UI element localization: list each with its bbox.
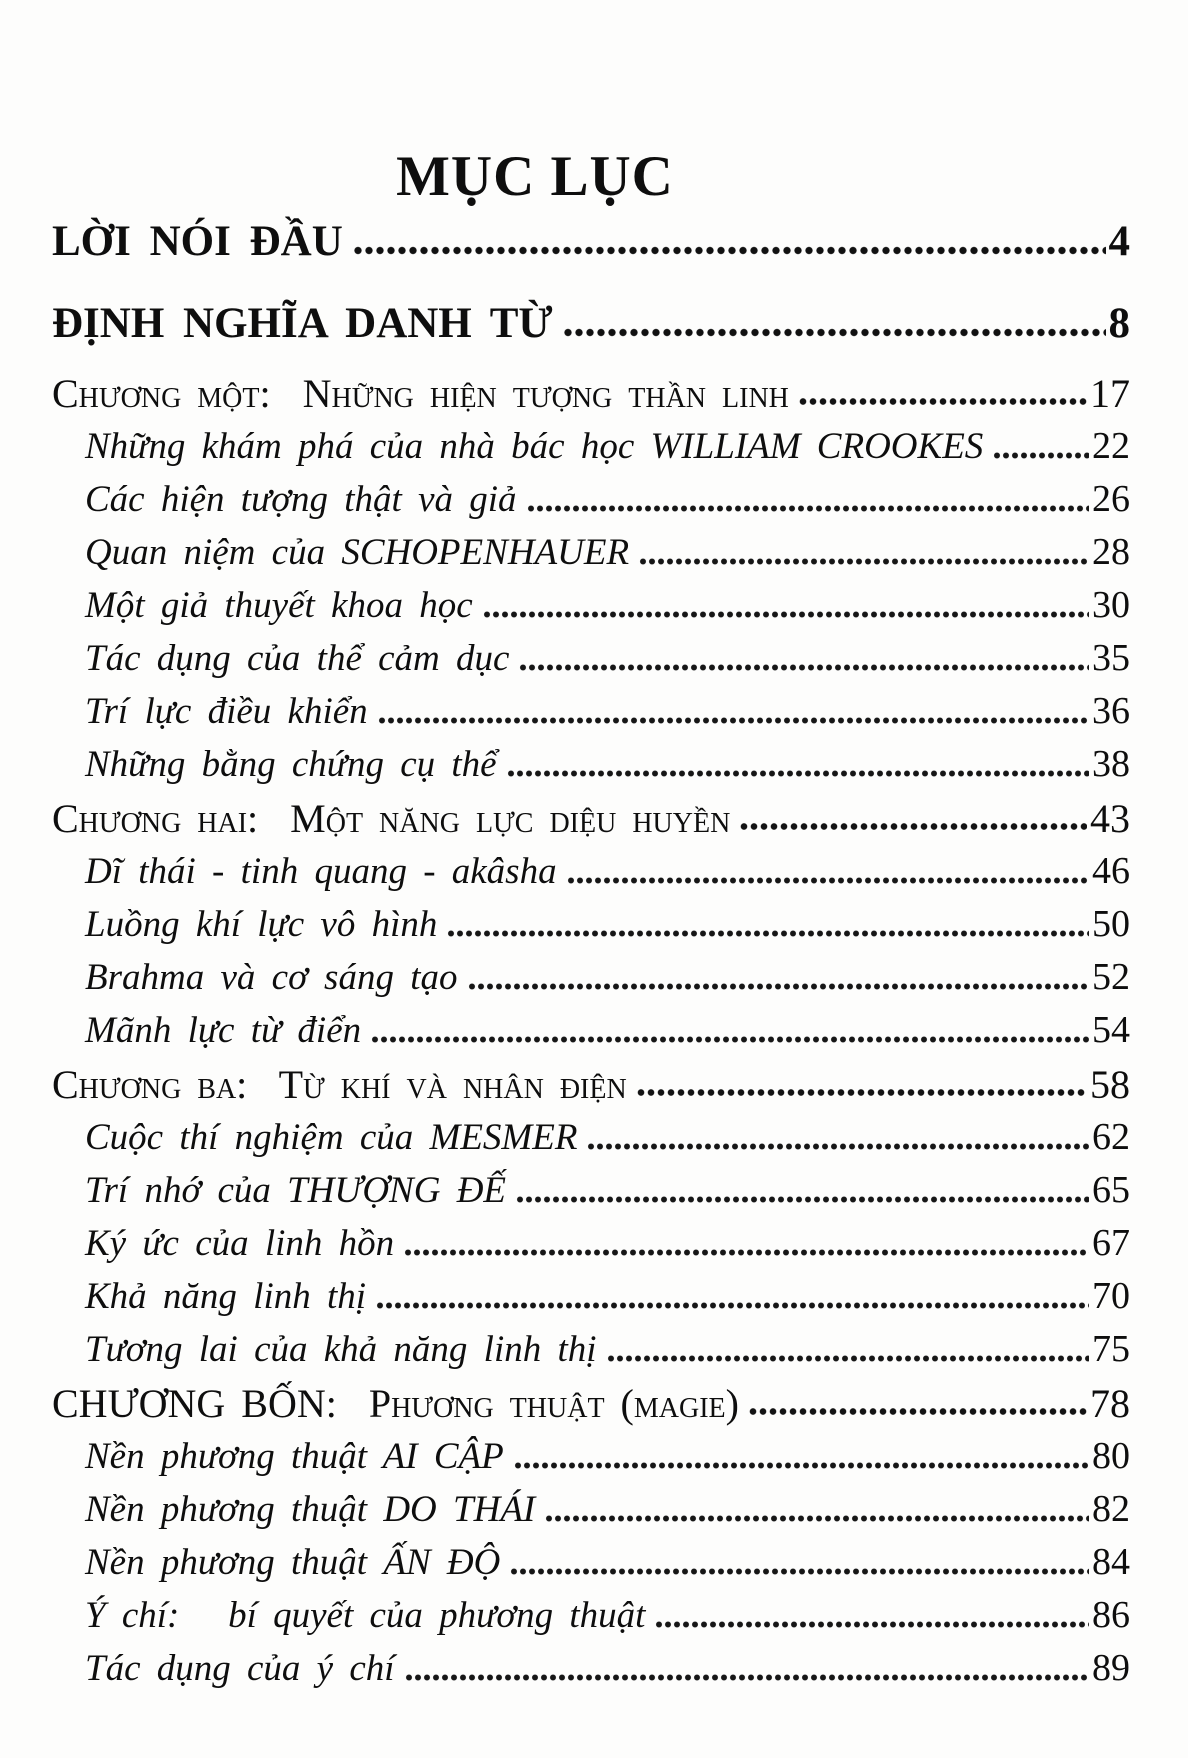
toc-entry-label: Những bằng chứng cụ thể xyxy=(85,744,497,785)
toc-list xyxy=(52,218,1130,1689)
toc-entry-page: 67 xyxy=(1092,1222,1130,1264)
toc-entry xyxy=(52,691,1130,732)
dot-leader xyxy=(404,1248,1089,1257)
toc-entry-page: 54 xyxy=(1092,1009,1130,1051)
toc-entry xyxy=(52,371,1130,416)
toc-entry-label: Tác dụng của thể cảm dục xyxy=(85,638,510,679)
dot-leader xyxy=(545,1514,1089,1523)
toc-entry xyxy=(52,1595,1130,1636)
dot-leader xyxy=(514,1461,1089,1470)
dot-leader xyxy=(468,982,1090,991)
dot-leader xyxy=(749,1408,1087,1417)
toc-entry-page: 82 xyxy=(1092,1488,1130,1530)
toc-entry-page: 75 xyxy=(1092,1328,1130,1370)
toc-entry xyxy=(52,1223,1130,1264)
toc-entry-label: Luồng khí lực vô hình xyxy=(85,904,438,945)
toc-entry xyxy=(52,479,1130,520)
toc-entry-label: Nền phương thuật ẤN ĐỘ xyxy=(85,1542,501,1583)
toc-entry-label: Cuộc thí nghiệm của MESMER xyxy=(85,1117,578,1158)
toc-entry-label: Trí lực điều khiển xyxy=(85,691,368,732)
toc-entry-page: 65 xyxy=(1092,1169,1130,1211)
toc-entry-page: 62 xyxy=(1092,1116,1130,1158)
toc-entry-label: Các hiện tượng thật và giả xyxy=(85,479,517,520)
toc-entry-page: 8 xyxy=(1108,300,1130,347)
dot-leader xyxy=(519,663,1089,672)
toc-entry-label: Ý chí: bí quyết của phương thuật xyxy=(85,1595,646,1636)
toc-entry-label: Tác dụng của ý chí xyxy=(85,1648,395,1689)
toc-entry-page: 28 xyxy=(1092,531,1130,573)
toc-entry-label: LỜI NÓI ĐẦU xyxy=(52,218,343,265)
toc-entry-label: Chương hai: Một năng lực diệu huyền xyxy=(52,796,731,841)
toc-entry-page: 43 xyxy=(1090,796,1130,841)
toc-entry xyxy=(52,300,1130,347)
toc-entry-page: 35 xyxy=(1092,637,1130,679)
dot-leader xyxy=(637,1089,1087,1098)
toc-entry xyxy=(52,1436,1130,1477)
dot-leader xyxy=(516,1195,1089,1204)
toc-entry-page: 78 xyxy=(1090,1381,1130,1426)
toc-entry xyxy=(52,1276,1130,1317)
dot-leader xyxy=(483,610,1089,619)
toc-entry-label: Khả năng linh thị xyxy=(85,1276,367,1317)
dot-leader xyxy=(607,1354,1089,1363)
toc-entry xyxy=(52,218,1130,265)
toc-entry-page: 52 xyxy=(1092,956,1130,998)
toc-entry-page: 50 xyxy=(1092,903,1130,945)
toc-entry-label: Một giả thuyết khoa học xyxy=(85,585,473,626)
toc-entry-page: 17 xyxy=(1090,371,1130,416)
dot-leader xyxy=(371,1035,1089,1044)
toc-entry-page: 80 xyxy=(1092,1435,1130,1477)
toc-entry xyxy=(52,957,1130,998)
dot-leader xyxy=(447,929,1089,938)
toc-entry-page: 30 xyxy=(1092,584,1130,626)
toc-entry-label: Trí nhớ của THƯỢNG ĐẾ xyxy=(85,1170,507,1211)
toc-entry-label: Ký ức của linh hồn xyxy=(85,1223,395,1264)
toc-entry-label: Dĩ thái - tinh quang - akâsha xyxy=(85,851,557,892)
toc-entry-page: 38 xyxy=(1092,743,1130,785)
dot-leader xyxy=(567,876,1089,885)
toc-entry-label: Nền phương thuật DO THÁI xyxy=(85,1489,536,1530)
toc-entry-page: 4 xyxy=(1108,218,1130,265)
toc-entry xyxy=(52,1117,1130,1158)
dot-leader xyxy=(507,769,1089,778)
toc-entry-page: 70 xyxy=(1092,1275,1130,1317)
dot-leader xyxy=(655,1620,1089,1629)
toc-entry xyxy=(52,1062,1130,1107)
toc-entry-page: 46 xyxy=(1092,850,1130,892)
dot-leader xyxy=(563,327,1106,338)
toc-entry-label: Chương một: Những hiện tượng thần linh xyxy=(52,371,789,416)
toc-entry xyxy=(52,1010,1130,1051)
toc-entry xyxy=(52,1542,1130,1583)
toc-entry xyxy=(52,904,1130,945)
dot-leader xyxy=(378,716,1089,725)
toc-entry xyxy=(52,1489,1130,1530)
toc-entry-label: Tương lai của khả năng linh thị xyxy=(85,1329,597,1370)
toc-entry-label: Chương ba: Từ khí và nhân điện xyxy=(52,1062,627,1107)
dot-leader xyxy=(993,451,1089,460)
toc-entry xyxy=(52,426,1130,467)
toc-entry xyxy=(52,585,1130,626)
dot-leader xyxy=(527,504,1089,513)
dot-leader xyxy=(376,1301,1089,1310)
toc-entry-page: 86 xyxy=(1092,1594,1130,1636)
toc-entry-page: 89 xyxy=(1092,1647,1130,1689)
dot-leader xyxy=(587,1142,1089,1151)
toc-entry-label: Quan niệm của SCHOPENHAUER xyxy=(85,532,630,573)
toc-entry xyxy=(52,1381,1130,1426)
toc-entry xyxy=(52,638,1130,679)
toc-entry-label: ĐỊNH NGHĨA DANH TỪ xyxy=(52,300,553,347)
toc-entry xyxy=(52,796,1130,841)
dot-leader xyxy=(353,245,1106,256)
toc-entry-label: Những khám phá của nhà bác học WILLIAM CROOKES xyxy=(85,426,984,467)
toc-entry-page: 36 xyxy=(1092,690,1130,732)
toc-entry xyxy=(52,851,1130,892)
dot-leader xyxy=(740,823,1087,832)
toc-entry xyxy=(52,744,1130,785)
toc-entry-label: Mãnh lực từ điển xyxy=(85,1010,362,1051)
dot-leader xyxy=(799,398,1087,407)
toc-entry-page: 22 xyxy=(1092,425,1130,467)
toc-entry-page: 26 xyxy=(1092,478,1130,520)
dot-leader xyxy=(510,1567,1089,1576)
toc-entry-page: 58 xyxy=(1090,1062,1130,1107)
toc-entry-label: Nền phương thuật AI CẬP xyxy=(85,1436,504,1477)
dot-leader xyxy=(405,1673,1089,1682)
page-title: MỤC LỤC xyxy=(396,145,674,208)
toc-entry xyxy=(52,1170,1130,1211)
toc-entry xyxy=(52,532,1130,573)
toc-entry xyxy=(52,1648,1130,1689)
toc-entry-label: CHƯƠNG BỐN: Phương thuật (magie) xyxy=(52,1381,739,1426)
toc-entry-page: 84 xyxy=(1092,1541,1130,1583)
toc-entry xyxy=(52,1329,1130,1370)
toc-entry-label: Brahma và cơ sáng tạo xyxy=(85,957,458,998)
dot-leader xyxy=(639,557,1089,566)
